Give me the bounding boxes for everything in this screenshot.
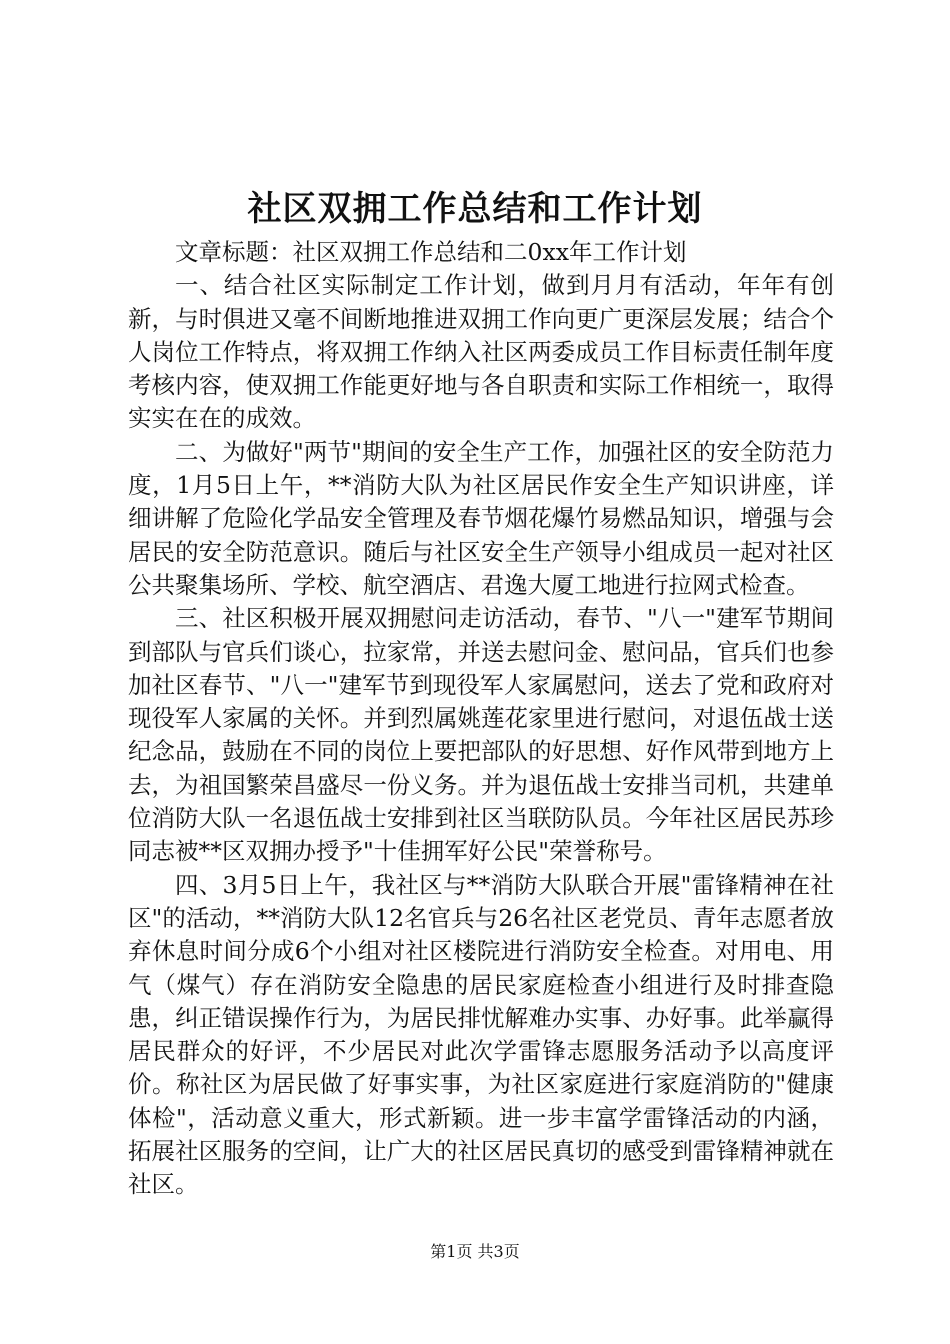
article-subtitle: 文章标题：社区双拥工作总结和二0xx年工作计划: [175, 238, 687, 266]
page-title: 社区双拥工作总结和工作计划: [247, 189, 703, 229]
paragraph-1: 一、结合社区实际制定工作计划，做到月月有活动，年年有创新，与时俱进又毫不间断地推进双拥工作向更广更深层发展；结合个人岗位工作特点，将双拥工作纳入社区两委成员工作目标责任制年度考核内容，使双拥工作能更好地与各自职责和实际工作相统一，取得实实在在的成效。: [128, 271, 834, 433]
document-body: [128, 236, 834, 1202]
paragraph-2: 二、为做好"两节"期间的安全生产工作，加强社区的安全防范力度，1月5日上午，**消防大队为社区居民作安全生产知识讲座，详细讲解了危险化学品安全管理及春节烟花爆竹易燃品知识，增强与会居民的安全防范意识。随后与社区安全生产领导小组成员一起对社区公共聚集场所、学校、航空酒店、君逸大厦工地进行拉网式检查。: [128, 437, 834, 599]
paragraph-4: 四、3月5日上午，我社区与**消防大队联合开展"雷锋精神在社区"的活动，**消防大队12名官兵与26名社区老党员、青年志愿者放弃休息时间分成6个小组对社区楼院进行消防安全检查。对用电、用气（煤气）存在消防安全隐患的居民家庭检查小组进行及时排查隐患，纠正错误操作行为，为居民排忧解难办实事、办好事。此举赢得居民群众的好评，不少居民对此次学雷锋志愿服务活动予以高度评价。称社区为居民做了好事实事，为社区家庭进行家庭消防的"健康体检"，活动意义重大，形式新颖。进一步丰富学雷锋活动的内涵，拓展社区服务的空间，让广大的社区居民真切的感受到雷锋精神就在社区。: [128, 870, 834, 1199]
paragraph-3: 三、社区积极开展双拥慰问走访活动，春节、"八一"建军节期间到部队与官兵们谈心，拉家常，并送去慰问金、慰问品，官兵们也参加社区春节、"八一"建军节到现役军人家属慰问，送去了党和政府对现役军人家属的关怀。并到烈属姚莲花家里进行慰问，对退伍战士送纪念品，鼓励在不同的岗位上要把部队的好思想、好作风带到地方上去，为祖国繁荣昌盛尽一份义务。并为退伍战士安排当司机，共建单位消防大队一名退伍战士安排到社区当联防队员。今年社区居民苏珍同志被**区双拥办授予"十佳拥军好公民"荣誉称号。: [128, 604, 834, 866]
page-number-footer: 第1页 共3页: [430, 1242, 520, 1261]
